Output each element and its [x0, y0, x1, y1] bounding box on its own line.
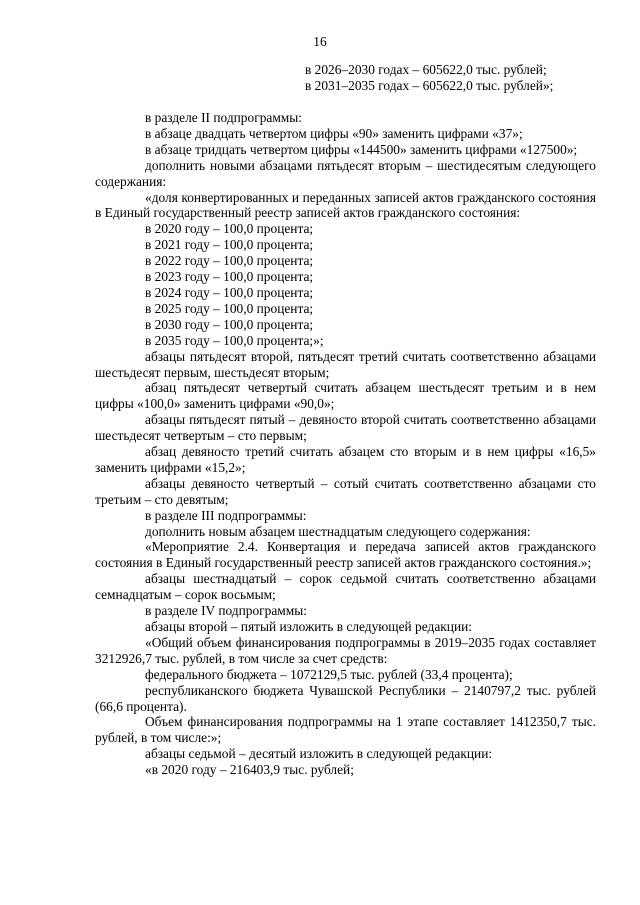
paragraph: дополнить новым абзацем шестнадцатым следующего содержания: — [145, 523, 531, 539]
paragraph: в 2025 году – 100,0 процента; — [145, 300, 314, 316]
paragraph: в разделе II подпрограммы: — [145, 110, 302, 125]
continuation-lines — [305, 62, 605, 94]
paragraph: в разделе IV подпрограммы: — [145, 603, 307, 619]
paragraph: абзацы девяносто четвертый – сотый считать соответственно абзацами сто третьим – сто девятым; — [95, 475, 596, 507]
paragraph: абзацы шестнадцатый – сорок седьмой считать соответственно абзацами семнадцатым – сорок восьмым; — [95, 571, 596, 603]
paragraph: в разделе III подпрограммы: — [145, 507, 307, 523]
continuation-line: в 2031–2035 годах – 605622,0 тыс. рублей»; — [305, 77, 554, 93]
paragraph: в абзаце тридцать четвертом цифры «144500» заменить цифрами «127500»; — [145, 141, 578, 157]
paragraph: абзацы пятьдесят второй, пятьдесят третий считать соответственно абзацами шестьдесят первым, шестьдесят вторым; — [95, 348, 596, 380]
continuation-line: в 2026–2030 годах – 605622,0 тыс. рублей; — [305, 62, 547, 77]
body-text — [95, 110, 596, 778]
paragraph: абзац пятьдесят четвертый считать абзацем шестьдесят третьим и в нем цифры «100,0» заменить цифрами «90,0»; — [95, 380, 596, 412]
paragraph: в 2023 году – 100,0 процента; — [145, 269, 314, 285]
paragraph: в 2022 году – 100,0 процента; — [145, 253, 314, 269]
paragraph: республиканского бюджета Чувашской Республики – 2140797,2 тыс. рублей (66,6 процента). — [95, 682, 596, 714]
paragraph: «доля конвертированных и переданных записей актов гражданского состояния в Единый государственный реестр записей актов гражданского состояния: — [95, 189, 596, 221]
paragraph: в 2035 году – 100,0 процента;»; — [145, 332, 324, 348]
paragraph: «Мероприятие 2.4. Конвертация и передача записей актов гражданского состояния в Единый государственный реестр записей актов гражданского состояния.»; — [95, 539, 596, 571]
paragraph: в 2020 году – 100,0 процента; — [145, 221, 314, 237]
paragraph: абзацы пятьдесят пятый – девяносто второй считать соответственно абзацами шестьдесят четвертым – сто первым; — [95, 412, 596, 444]
paragraph: в 2021 году – 100,0 процента; — [145, 237, 314, 253]
paragraph: «Общий объем финансирования подпрограммы в 2019–2035 годах составляет 3212926,7 тыс. рублей, в том числе за счет средств: — [95, 634, 596, 666]
page-number: 16 — [313, 34, 327, 49]
paragraph: дополнить новыми абзацами пятьдесят вторым – шестидесятым следующего содержания: — [95, 157, 596, 189]
paragraph: в 2024 году – 100,0 процента; — [145, 284, 314, 300]
paragraph: абзац девяносто третий считать абзацем сто вторым и в нем цифры «16,5» заменить цифрами «15,2»; — [95, 444, 596, 475]
paragraph: Объем финансирования подпрограммы на 1 этапе составляет 1412350,7 тыс. рублей, в том числе:»; — [95, 714, 596, 746]
paragraph: в абзаце двадцать четвертом цифры «90» заменить цифрами «37»; — [145, 125, 523, 141]
paragraph: «в 2020 году – 216403,9 тыс. рублей; — [145, 762, 354, 778]
paragraph: абзацы второй – пятый изложить в следующей редакции: — [145, 619, 473, 634]
paragraph: абзацы седьмой – десятый изложить в следующей редакции: — [145, 746, 493, 762]
paragraph: федерального бюджета – 1072129,5 тыс. рублей (33,4 процента); — [145, 666, 513, 682]
paragraph: в 2030 году – 100,0 процента; — [145, 316, 314, 332]
